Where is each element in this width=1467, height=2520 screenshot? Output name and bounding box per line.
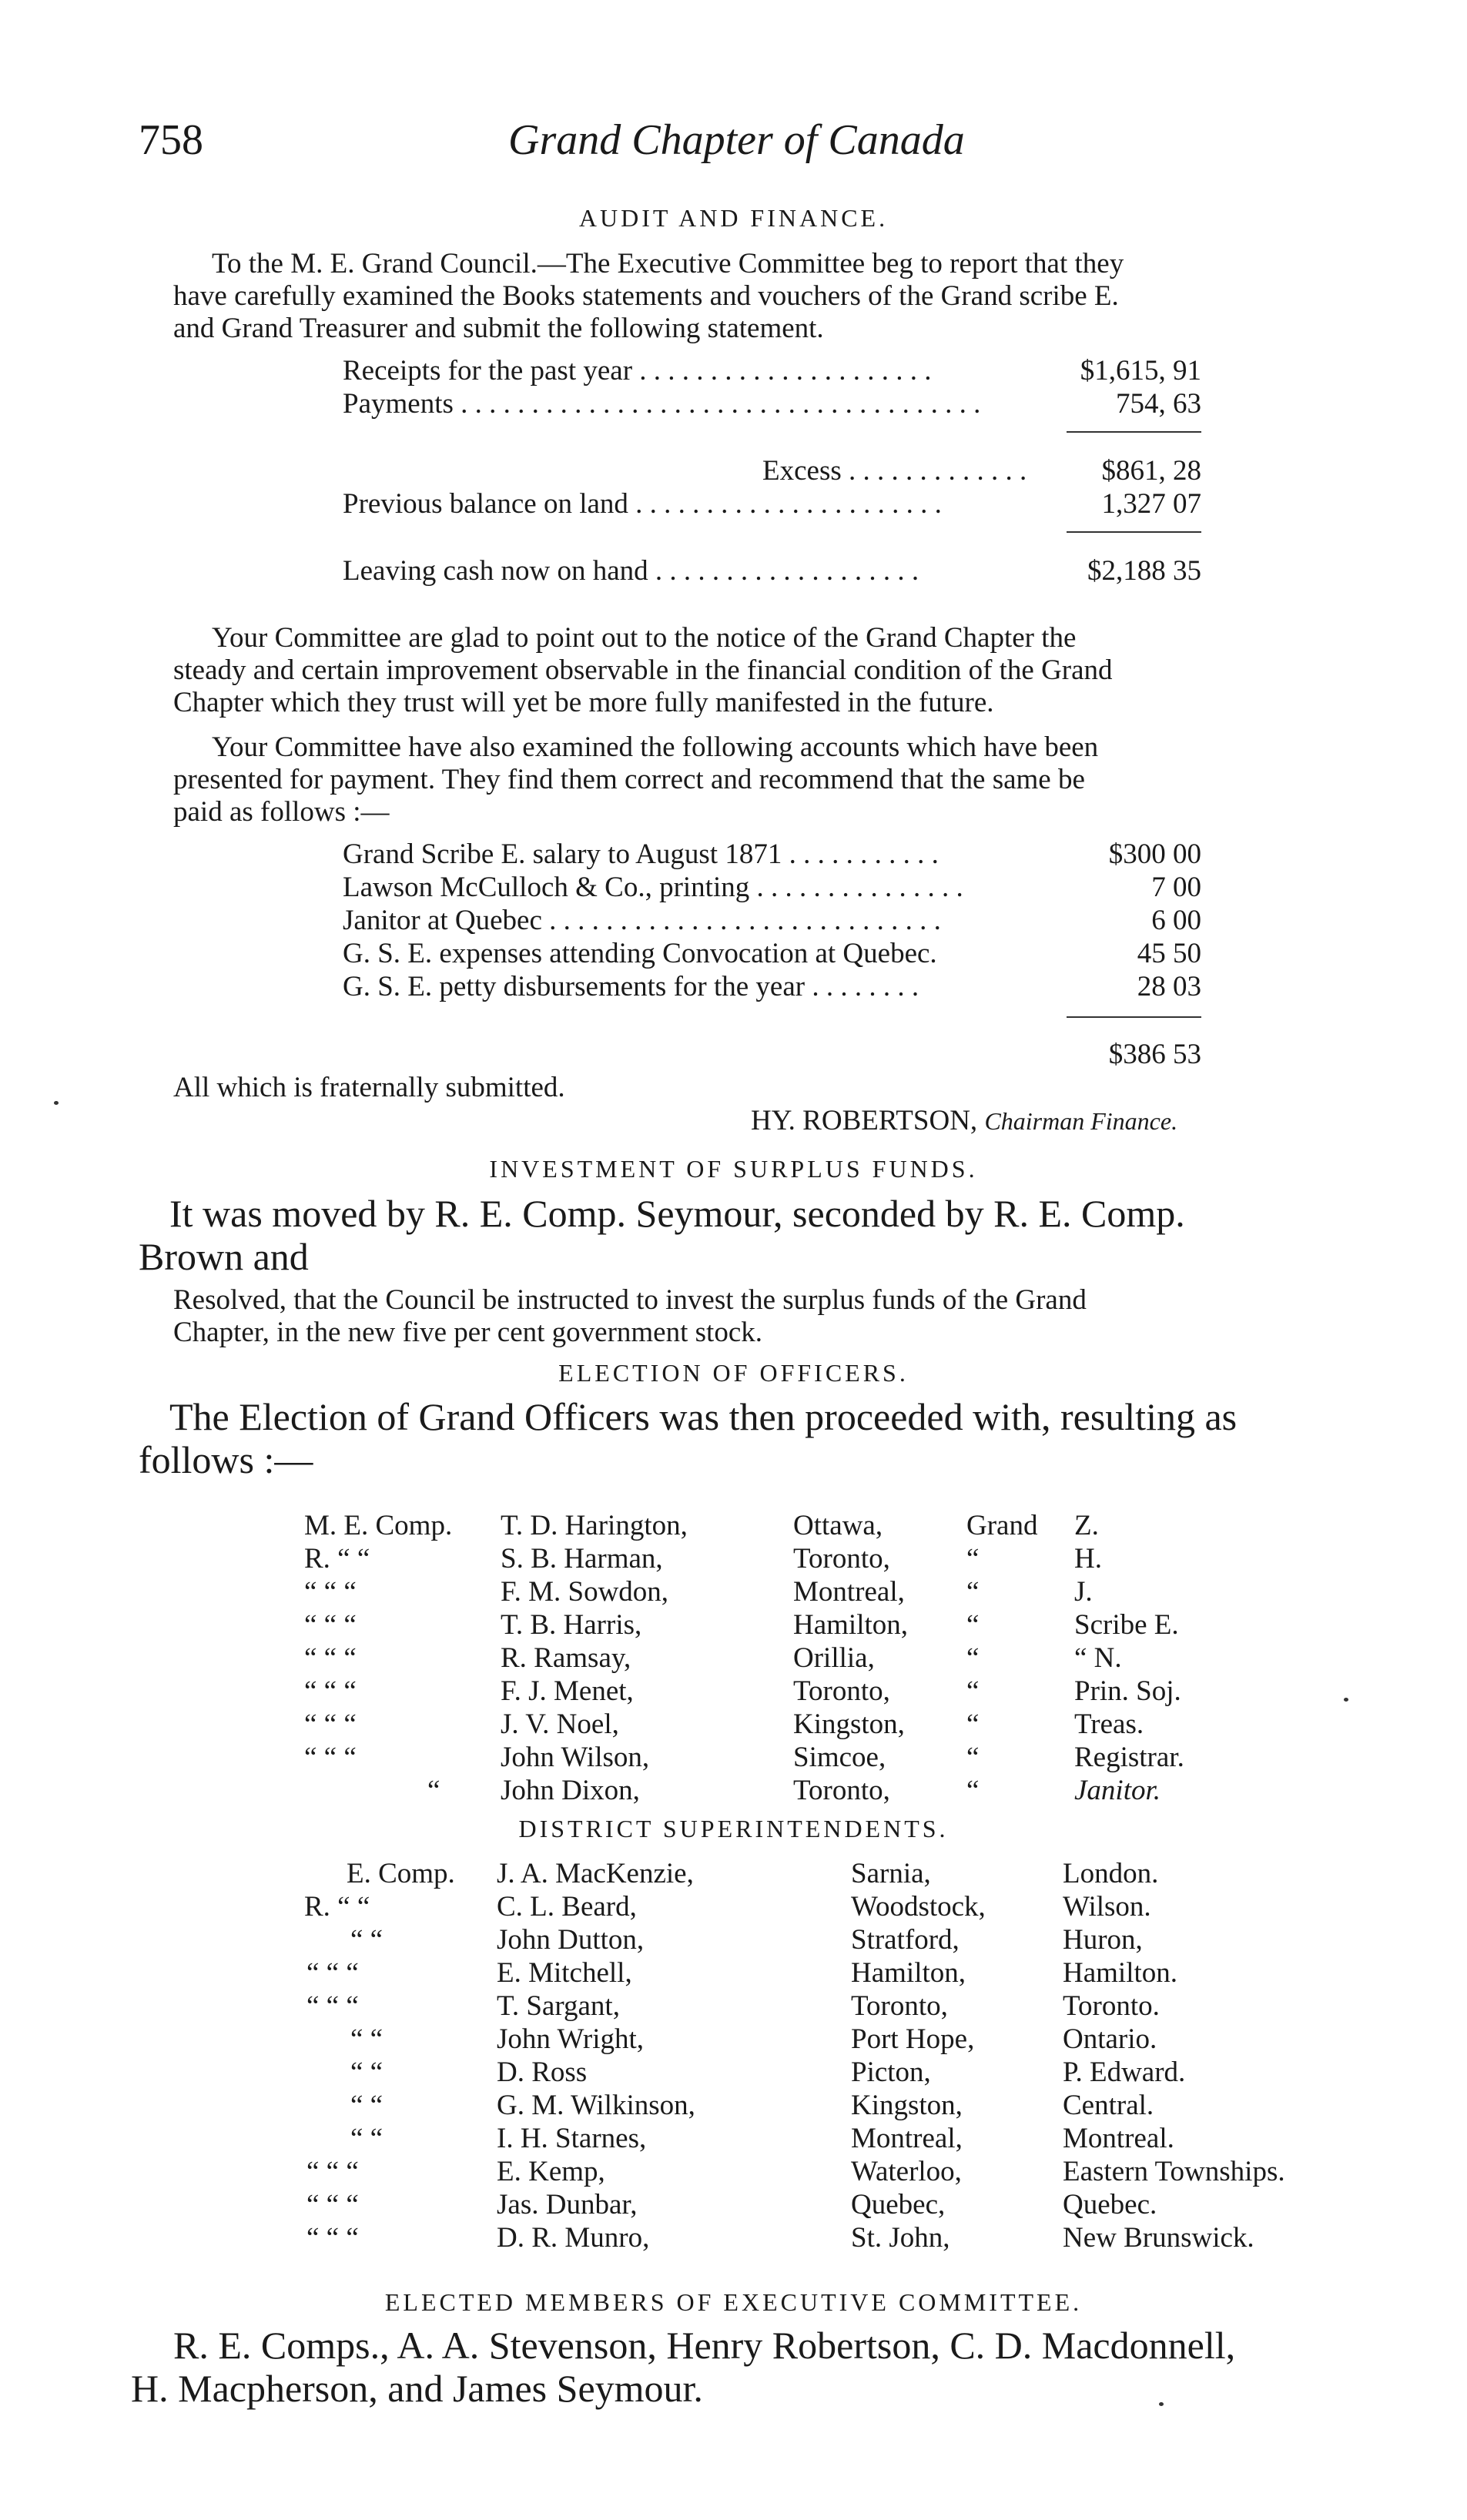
- officer-prefix: “ “ “: [304, 1642, 357, 1674]
- receipts-amount: $1,615, 91: [1080, 355, 1201, 387]
- superintendent-name: J. A. MacKenzie,: [497, 1858, 694, 1889]
- officer-place: Kingston,: [793, 1708, 905, 1740]
- excess-label: Excess . . . . . . . . . . . . .: [762, 455, 1027, 487]
- previous-balance-label: Previous balance on land . . . . . . . . . . . . . . . . . . . . . .: [343, 488, 942, 520]
- superintendent-name: E. Kemp,: [497, 2156, 605, 2187]
- paragraph-line: steady and certain improvement observable in the financial condition of the Grand: [173, 654, 1113, 686]
- superintendent-prefix: E. Comp.: [347, 1858, 455, 1889]
- officer-name: John Dixon,: [501, 1775, 640, 1806]
- superintendent-prefix: “ “: [350, 2123, 383, 2154]
- account-amount: 28 03: [1137, 971, 1201, 1002]
- superintendent-prefix: “ “: [350, 2056, 383, 2088]
- officer-name: T. B. Harris,: [501, 1609, 642, 1641]
- closing-line: All which is fraternally submitted.: [173, 1072, 565, 1103]
- signature-title: Chairman Finance.: [984, 1107, 1178, 1135]
- officer-grand: “: [966, 1742, 980, 1773]
- account-label: Janitor at Quebec . . . . . . . . . . . . . . . . . . . . . . . . . . . .: [343, 905, 941, 936]
- superintendent-place: Toronto,: [851, 1990, 948, 2022]
- account-label: Grand Scribe E. salary to August 1871 . . . . . . . . . . .: [343, 838, 939, 870]
- executive-line: H. Macpherson, and James Seymour.: [131, 2367, 703, 2410]
- payments-amount: 754, 63: [1116, 388, 1201, 420]
- officer-place: Montreal,: [793, 1576, 905, 1608]
- superintendent-place: Hamilton,: [851, 1957, 966, 1989]
- district-heading: DISTRICT SUPERINTENDENTS.: [518, 1815, 949, 1842]
- officer-name: T. D. Harington,: [501, 1510, 688, 1541]
- resolution-line: Chapter, in the new five per cent government stock.: [173, 1317, 762, 1348]
- executive-heading: ELECTED MEMBERS OF EXECUTIVE COMMITTEE.: [384, 2288, 1083, 2316]
- account-amount: 7 00: [1151, 872, 1201, 903]
- page-number: 758: [139, 116, 203, 164]
- leaving-cash-label: Leaving cash now on hand . . . . . . . . . . . . . . . . . . .: [343, 555, 919, 587]
- superintendent-name: John Dutton,: [497, 1924, 645, 1956]
- superintendent-name: John Wright,: [497, 2023, 645, 2055]
- superintendent-place: Woodstock,: [851, 1891, 986, 1923]
- officer-prefix: “ “ “: [304, 1609, 357, 1641]
- officer-prefix: R. “ “: [304, 1543, 370, 1575]
- officer-place: Toronto,: [793, 1543, 890, 1575]
- officer-prefix: “ “ “: [304, 1708, 357, 1740]
- superintendent-district: Hamilton.: [1063, 1957, 1178, 1989]
- officer-name: R. Ramsay,: [501, 1642, 631, 1674]
- paragraph-line: Chapter which they trust will yet be more fully manifested in the future.: [173, 687, 994, 718]
- signature: [751, 1104, 1177, 1137]
- investment-motion: [139, 1192, 1402, 1278]
- officer-name: F. J. Menet,: [501, 1675, 634, 1707]
- ledger-rule: [1067, 531, 1201, 533]
- officer-name: F. M. Sowdon,: [501, 1576, 669, 1608]
- officer-grand: “: [966, 1543, 980, 1575]
- officer-grand: “: [966, 1576, 980, 1608]
- excess-amount: $861, 28: [1101, 455, 1201, 487]
- officer-place: Ottawa,: [793, 1510, 883, 1541]
- officer-place: Toronto,: [793, 1775, 890, 1806]
- officer-place: Simcoe,: [793, 1742, 886, 1773]
- superintendent-name: E. Mitchell,: [497, 1957, 632, 1989]
- superintendent-prefix: “ “: [350, 1924, 383, 1956]
- officer-name: S. B. Harman,: [501, 1543, 663, 1575]
- officer-office: Registrar.: [1074, 1742, 1184, 1773]
- superintendent-name: D. Ross: [497, 2056, 588, 2088]
- scan-speck: [1159, 2402, 1164, 2406]
- officer-grand: Grand: [966, 1510, 1038, 1541]
- motion-line: Brown and: [139, 1235, 309, 1278]
- paragraph-line: paid as follows :—: [173, 796, 390, 828]
- superintendent-district: Ontario.: [1063, 2023, 1157, 2055]
- election-intro-line: The Election of Grand Officers was then proceeded with, resulting as: [169, 1395, 1238, 1438]
- officer-grand: “: [966, 1675, 980, 1707]
- superintendent-place: Kingston,: [851, 2090, 963, 2121]
- superintendent-district: Toronto.: [1063, 1990, 1160, 2022]
- superintendent-district: Eastern Townships.: [1063, 2156, 1285, 2187]
- investment-heading: INVESTMENT OF SURPLUS FUNDS.: [489, 1155, 978, 1183]
- superintendent-prefix: “ “: [350, 2023, 383, 2055]
- officer-office: Janitor.: [1074, 1775, 1161, 1806]
- audit-paragraph-3: [173, 731, 1402, 828]
- officer-office: H.: [1074, 1543, 1102, 1575]
- election-intro-line: follows :—: [139, 1438, 313, 1481]
- audit-paragraph-2: [173, 622, 1402, 719]
- superintendent-district: P. Edward.: [1063, 2056, 1186, 2088]
- superintendent-district: Montreal.: [1063, 2123, 1174, 2154]
- previous-balance-amount: 1,327 07: [1101, 488, 1201, 520]
- ledger-rule: [1067, 1016, 1201, 1018]
- officer-place: Hamilton,: [793, 1609, 909, 1641]
- superintendent-place: St. John,: [851, 2222, 950, 2254]
- officer-office: Scribe E.: [1074, 1609, 1179, 1641]
- superintendent-prefix: “ “ “: [306, 2189, 359, 2220]
- scan-speck: [54, 1101, 59, 1105]
- officer-place: Toronto,: [793, 1675, 890, 1707]
- officer-office: “ N.: [1074, 1642, 1122, 1674]
- officer-office: Prin. Soj.: [1074, 1675, 1181, 1707]
- superintendent-prefix: “ “ “: [306, 1990, 359, 2022]
- officer-prefix: “ “ “: [304, 1576, 357, 1608]
- running-head: Grand Chapter of Canada: [508, 116, 965, 164]
- payments-label: Payments . . . . . . . . . . . . . . . . . . . . . . . . . . . . . . . . . . . . .: [343, 388, 981, 420]
- superintendent-prefix: “ “ “: [306, 2156, 359, 2187]
- audit-intro-line: To the M. E. Grand Council.—The Executive Committee beg to report that they: [212, 248, 1124, 279]
- officer-name: J. V. Noel,: [501, 1708, 619, 1740]
- superintendent-place: Quebec,: [851, 2189, 946, 2220]
- superintendent-district: London.: [1063, 1858, 1159, 1889]
- superintendent-district: Central.: [1063, 2090, 1154, 2121]
- superintendent-prefix: “ “ “: [306, 2222, 359, 2254]
- superintendent-name: D. R. Munro,: [497, 2222, 650, 2254]
- scan-speck: [1344, 1698, 1348, 1702]
- superintendent-prefix: “ “: [350, 2090, 383, 2121]
- executive-members: [131, 2324, 1402, 2410]
- superintendent-district: Quebec.: [1063, 2189, 1157, 2220]
- superintendent-name: I. H. Starnes,: [497, 2123, 647, 2154]
- superintendent-place: Picton,: [851, 2056, 931, 2088]
- ledger-rule: [1067, 431, 1201, 433]
- audit-intro-line: and Grand Treasurer and submit the following statement.: [173, 313, 824, 344]
- executive-line: R. E. Comps., A. A. Stevenson, Henry Robertson, C. D. Macdonnell,: [173, 2324, 1236, 2367]
- officer-office: Treas.: [1074, 1708, 1144, 1740]
- officer-prefix: “: [427, 1775, 440, 1806]
- election-intro: [139, 1395, 1402, 1481]
- investment-resolution: [173, 1284, 1402, 1349]
- account-amount: $300 00: [1108, 838, 1201, 870]
- paragraph-line: Your Committee have also examined the following accounts which have been: [212, 731, 1099, 763]
- audit-intro-line: have carefully examined the Books statements and vouchers of the Grand scribe E.: [173, 280, 1119, 312]
- audit-intro: [173, 248, 1402, 345]
- officer-grand: “: [966, 1775, 980, 1806]
- officer-name: John Wilson,: [501, 1742, 650, 1773]
- superintendent-district: New Brunswick.: [1063, 2222, 1254, 2254]
- paragraph-line: Your Committee are glad to point out to the notice of the Grand Chapter the: [212, 622, 1077, 654]
- superintendent-place: Waterloo,: [851, 2156, 962, 2187]
- superintendent-place: Port Hope,: [851, 2023, 975, 2055]
- officer-prefix: “ “ “: [304, 1675, 357, 1707]
- account-label: G. S. E. petty disbursements for the year . . . . . . . .: [343, 971, 919, 1002]
- officer-grand: “: [966, 1642, 980, 1674]
- motion-line: It was moved by R. E. Comp. Seymour, seconded by R. E. Comp.: [169, 1192, 1185, 1235]
- superintendent-prefix: “ “ “: [306, 1957, 359, 1989]
- superintendent-district: Huron,: [1063, 1924, 1143, 1956]
- officer-prefix: “ “ “: [304, 1742, 357, 1773]
- election-heading: ELECTION OF OFFICERS.: [558, 1359, 909, 1387]
- superintendent-name: T. Sargant,: [497, 1990, 620, 2022]
- superintendent-name: G. M. Wilkinson,: [497, 2090, 695, 2121]
- superintendent-place: Stratford,: [851, 1924, 960, 1956]
- resolution-line: Resolved, that the Council be instructed to invest the surplus funds of the Grand: [173, 1284, 1087, 1316]
- officer-prefix: M. E. Comp.: [304, 1510, 453, 1541]
- superintendent-place: Sarnia,: [851, 1858, 931, 1889]
- officer-office: J.: [1074, 1576, 1093, 1608]
- superintendent-prefix: R. “ “: [304, 1891, 370, 1923]
- signature-name: HY. ROBERTSON,: [751, 1105, 978, 1136]
- audit-heading: AUDIT AND FINANCE.: [578, 204, 889, 232]
- superintendent-name: C. L. Beard,: [497, 1891, 637, 1923]
- paragraph-line: presented for payment. They find them correct and recommend that the same be: [173, 764, 1085, 795]
- leaving-cash-amount: $2,188 35: [1087, 555, 1201, 587]
- account-label: Lawson McCulloch & Co., printing . . . . . . . . . . . . . . .: [343, 872, 963, 903]
- officer-grand: “: [966, 1609, 980, 1641]
- officer-office: Z.: [1074, 1510, 1099, 1541]
- account-amount: 45 50: [1137, 938, 1201, 969]
- receipts-label: Receipts for the past year . . . . . . . . . . . . . . . . . . . . .: [343, 355, 932, 387]
- officer-place: Orillia,: [793, 1642, 875, 1674]
- superintendent-district: Wilson.: [1063, 1891, 1151, 1923]
- account-label: G. S. E. expenses attending Convocation at Quebec.: [343, 938, 937, 969]
- officer-grand: “: [966, 1708, 980, 1740]
- superintendent-name: Jas. Dunbar,: [497, 2189, 638, 2220]
- superintendent-place: Montreal,: [851, 2123, 963, 2154]
- account-amount: 6 00: [1151, 905, 1201, 936]
- accounts-total: $386 53: [1108, 1039, 1201, 1070]
